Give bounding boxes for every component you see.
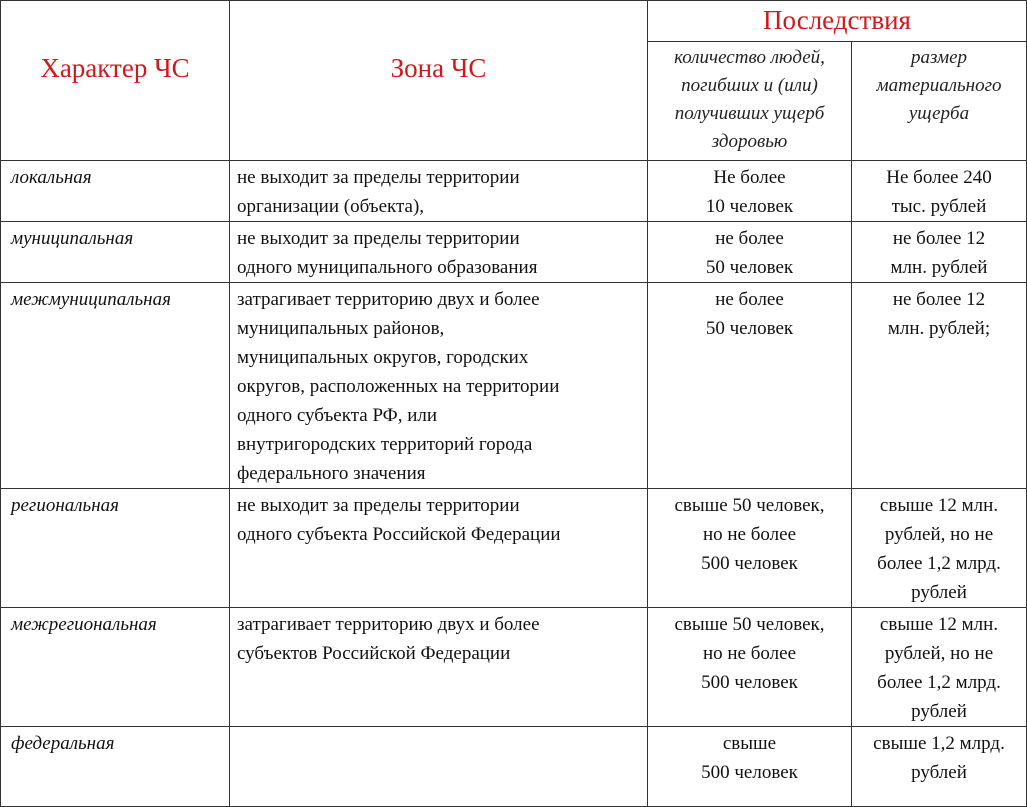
- row-people-line: не более: [715, 289, 784, 310]
- row-damage-line: не более 12: [892, 289, 986, 310]
- row-damage-line: рублей: [911, 582, 967, 603]
- row-people-line: свыше: [722, 733, 777, 754]
- row-people-line: 10 человек: [705, 196, 794, 217]
- row-people: [648, 222, 852, 283]
- row-people-line: 500 человек: [701, 762, 798, 783]
- header-people-count: [648, 42, 852, 161]
- row-people-line: но не более: [702, 524, 797, 545]
- row-people-line: 500 человек: [701, 672, 798, 693]
- row-damage-line: рублей, но не: [884, 643, 994, 664]
- table-row: [1, 161, 1027, 222]
- row-damage-line: не более 12: [892, 228, 986, 249]
- row-damage-line: свыше 12 млн.: [879, 495, 999, 516]
- row-damage-line: свыше 12 млн.: [879, 614, 999, 635]
- row-people: [648, 161, 852, 222]
- row-zone: [230, 161, 648, 222]
- row-character: муниципальная: [1, 222, 230, 283]
- row-character: межрегиональная: [1, 608, 230, 727]
- header-people-line: погибших и (или): [681, 75, 818, 96]
- header-material-damage: [852, 42, 1027, 161]
- row-people: [648, 727, 852, 807]
- row-character: федеральная: [1, 727, 230, 807]
- row-zone-text: затрагивает территорию двух и более муниципальных районов, муниципальных округов, городских округов, расположенных на территории одного субъекта РФ, или внутригородских территорий города федерального значения: [237, 289, 560, 484]
- row-damage: [852, 222, 1027, 283]
- row-people-line: но не более: [702, 643, 797, 664]
- row-people: [648, 489, 852, 608]
- row-damage: [852, 161, 1027, 222]
- row-character: межмуниципальная: [1, 283, 230, 489]
- row-damage: [852, 489, 1027, 608]
- row-damage-line: Не более 240: [886, 167, 992, 188]
- header-row-top: [1, 1, 1027, 42]
- row-damage: [852, 283, 1027, 489]
- row-zone-text: не выходит за пределы территории организации (объекта),: [237, 167, 520, 217]
- row-damage: [852, 608, 1027, 727]
- header-zone: Зона ЧС: [230, 1, 648, 161]
- row-damage-line: свыше 1,2 млрд.: [873, 733, 1005, 754]
- row-people: [648, 283, 852, 489]
- row-zone-text: не выходит за пределы территории одного субъекта Российской Федерации: [237, 495, 561, 545]
- header-character: Характер ЧС: [1, 1, 230, 161]
- row-damage-line: рублей, но не: [884, 524, 994, 545]
- row-people-line: свыше 50 человек,: [674, 614, 825, 635]
- row-damage: [852, 727, 1027, 807]
- header-damage-line: материального: [876, 75, 1002, 96]
- row-damage-line: тыс. рублей: [891, 196, 987, 217]
- row-zone: [230, 727, 648, 807]
- row-people-line: 50 человек: [705, 257, 794, 278]
- table-row: [1, 727, 1027, 807]
- row-people-line: 500 человек: [701, 553, 798, 574]
- row-character: региональная: [1, 489, 230, 608]
- row-people-line: Не более: [713, 167, 786, 188]
- row-people-line: свыше 50 человек,: [674, 495, 825, 516]
- row-zone-text: затрагивает территорию двух и более субъектов Российской Федерации: [237, 614, 540, 664]
- row-zone: [230, 489, 648, 608]
- table-row: [1, 489, 1027, 608]
- header-people-line: количество людей,: [674, 47, 825, 68]
- row-people: [648, 608, 852, 727]
- row-zone: [230, 283, 648, 489]
- table-row: [1, 608, 1027, 727]
- row-people-line: 50 человек: [705, 318, 794, 339]
- table-row: [1, 222, 1027, 283]
- row-damage-line: млн. рублей: [890, 257, 988, 278]
- row-zone: [230, 608, 648, 727]
- row-zone-text: не выходит за пределы территории одного муниципального образования: [237, 228, 538, 278]
- row-damage-line: млн. рублей;: [887, 318, 991, 339]
- row-character: локальная: [1, 161, 230, 222]
- header-consequences: Последствия: [648, 1, 1027, 42]
- header-people-line: получивших ущерб: [674, 103, 825, 124]
- row-zone: [230, 222, 648, 283]
- header-damage-line: размер: [911, 47, 967, 68]
- table-row: [1, 283, 1027, 489]
- row-people-line: не более: [715, 228, 784, 249]
- row-damage-line: рублей: [911, 762, 967, 783]
- row-damage-line: более 1,2 млрд.: [877, 553, 1001, 574]
- row-damage-line: рублей: [911, 701, 967, 722]
- header-people-line: здоровью: [711, 131, 788, 152]
- header-damage-line: ущерба: [908, 103, 970, 124]
- row-damage-line: более 1,2 млрд.: [877, 672, 1001, 693]
